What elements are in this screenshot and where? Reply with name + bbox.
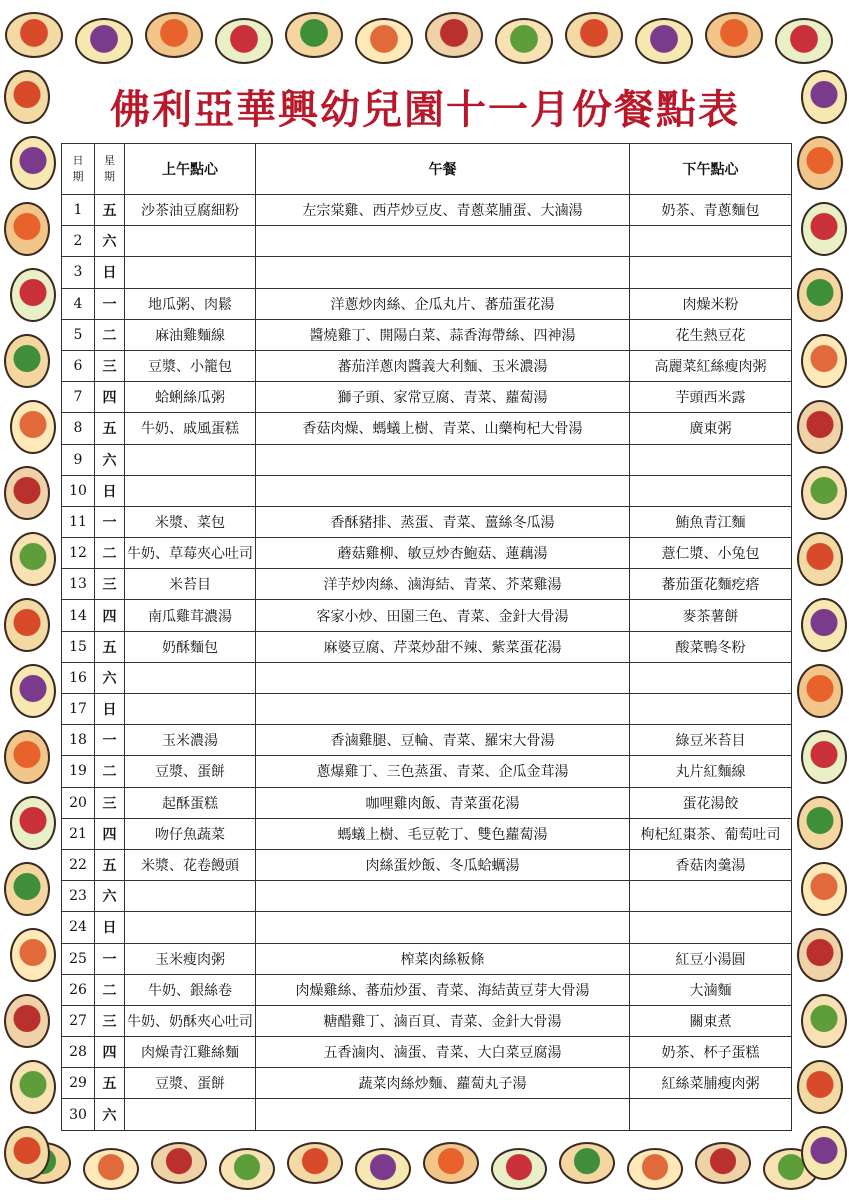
canape-icon (797, 928, 843, 982)
date-cell: 23 (62, 881, 95, 912)
table-row (62, 475, 792, 506)
morning-snack-cell: 玉米濃湯 (125, 725, 256, 756)
table-row (62, 631, 792, 662)
weekday-cell: 五 (95, 413, 125, 444)
morning-snack-cell: 起酥蛋糕 (125, 787, 256, 818)
header-weekday (95, 144, 125, 195)
weekday-cell: 一 (95, 943, 125, 974)
date-cell: 27 (62, 1005, 95, 1036)
lunch-cell: 肉燥雞絲、蕃茄炒蛋、青菜、海結黃豆芽大骨湯 (256, 974, 630, 1005)
table-row (62, 195, 792, 226)
weekday-cell: 五 (95, 195, 125, 226)
table-row (62, 226, 792, 257)
afternoon-snack-cell: 薏仁漿、小兔包 (630, 538, 792, 569)
afternoon-snack-cell: 酸菜鴨冬粉 (630, 631, 792, 662)
weekday-cell: 五 (95, 849, 125, 880)
canape-icon (75, 18, 133, 64)
canape-icon (4, 994, 50, 1048)
weekday-cell: 六 (95, 444, 125, 475)
lunch-cell: 左宗棠雞、西芹炒豆皮、青蔥菜脯蛋、大滷湯 (256, 195, 630, 226)
lunch-cell (256, 226, 630, 257)
canape-icon (775, 18, 833, 64)
lunch-cell: 螞蟻上樹、毛豆乾丁、雙色蘿蔔湯 (256, 818, 630, 849)
table-row (62, 538, 792, 569)
lunch-cell: 香滷雞腿、豆輪、青菜、羅宋大骨湯 (256, 725, 630, 756)
canape-icon (10, 400, 56, 454)
table-row (62, 756, 792, 787)
lunch-cell: 五香滷肉、滷蛋、青菜、大白菜豆腐湯 (256, 1037, 630, 1068)
morning-snack-cell (125, 226, 256, 257)
weekday-cell: 四 (95, 1037, 125, 1068)
canape-icon (801, 730, 847, 784)
lunch-cell: 蘑菇雞柳、敏豆炒杏鮑菇、蓮藕湯 (256, 538, 630, 569)
weekday-cell: 六 (95, 226, 125, 257)
header-date-label: 日 期 (72, 154, 84, 183)
canape-icon (151, 1142, 207, 1184)
morning-snack-cell (125, 444, 256, 475)
canape-icon (355, 18, 413, 64)
afternoon-snack-cell: 紅豆小湯圓 (630, 943, 792, 974)
date-cell: 6 (62, 350, 95, 381)
afternoon-snack-cell (630, 881, 792, 912)
canape-icon (797, 532, 843, 586)
morning-snack-cell: 南瓜雞茸濃湯 (125, 600, 256, 631)
morning-snack-cell (125, 694, 256, 725)
table-row (62, 849, 792, 880)
date-cell: 14 (62, 600, 95, 631)
page-title: 佛利亞華興幼兒園十一月份餐點表 (110, 87, 740, 133)
afternoon-snack-cell: 芋頭西米露 (630, 382, 792, 413)
lunch-cell (256, 694, 630, 725)
afternoon-snack-cell: 蛋花湯餃 (630, 787, 792, 818)
lunch-cell: 榨菜肉絲粄條 (256, 943, 630, 974)
date-cell: 21 (62, 818, 95, 849)
table-row (62, 725, 792, 756)
afternoon-snack-cell (630, 226, 792, 257)
canape-icon (10, 928, 56, 982)
date-cell: 1 (62, 195, 95, 226)
canape-icon (10, 796, 56, 850)
afternoon-snack-cell (630, 694, 792, 725)
weekday-cell: 二 (95, 538, 125, 569)
weekday-cell: 日 (95, 912, 125, 943)
morning-snack-cell: 麻油雞麵線 (125, 319, 256, 350)
weekday-cell: 五 (95, 1068, 125, 1099)
morning-snack-cell (125, 912, 256, 943)
morning-snack-cell: 米漿、菜包 (125, 506, 256, 537)
table-row (62, 413, 792, 444)
canape-icon (10, 1060, 56, 1114)
table-row (62, 319, 792, 350)
afternoon-snack-cell: 關東煮 (630, 1005, 792, 1036)
afternoon-snack-cell: 香菇肉羹湯 (630, 849, 792, 880)
afternoon-snack-cell: 大滷麵 (630, 974, 792, 1005)
lunch-cell: 蕃茄洋蔥肉醬義大利麵、玉米濃湯 (256, 350, 630, 381)
canape-icon (5, 12, 63, 58)
date-cell: 19 (62, 756, 95, 787)
morning-snack-cell (125, 881, 256, 912)
lunch-cell (256, 912, 630, 943)
afternoon-snack-cell: 紅絲菜脯瘦肉粥 (630, 1068, 792, 1099)
canape-icon (10, 268, 56, 322)
morning-snack-cell: 玉米瘦肉粥 (125, 943, 256, 974)
canape-icon (635, 18, 693, 64)
canape-icon (10, 664, 56, 718)
lunch-cell: 香菇肉燥、螞蟻上樹、青菜、山藥枸杞大骨湯 (256, 413, 630, 444)
morning-snack-cell (125, 662, 256, 693)
morning-snack-cell: 肉燥青江雞絲麵 (125, 1037, 256, 1068)
canape-icon (355, 1148, 411, 1190)
afternoon-snack-cell: 高麗菜紅絲瘦肉粥 (630, 350, 792, 381)
afternoon-snack-cell (630, 257, 792, 288)
lunch-cell: 糖醋雞丁、滷百頁、青菜、金針大骨湯 (256, 1005, 630, 1036)
lunch-cell: 醬燒雞丁、開陽白菜、蒜香海帶絲、四神湯 (256, 319, 630, 350)
morning-snack-cell (125, 475, 256, 506)
weekday-cell: 三 (95, 569, 125, 600)
canape-icon (565, 12, 623, 58)
date-cell: 30 (62, 1099, 95, 1130)
afternoon-snack-cell: 綠豆米苔目 (630, 725, 792, 756)
canape-icon (425, 12, 483, 58)
weekday-cell: 一 (95, 288, 125, 319)
weekday-cell: 四 (95, 600, 125, 631)
morning-snack-cell: 沙茶油豆腐細粉 (125, 195, 256, 226)
table-row (62, 1068, 792, 1099)
afternoon-snack-cell (630, 475, 792, 506)
date-cell: 28 (62, 1037, 95, 1068)
weekday-cell: 日 (95, 257, 125, 288)
canape-icon (797, 268, 843, 322)
canape-icon (4, 1126, 50, 1180)
afternoon-snack-cell: 奶茶、杯子蛋糕 (630, 1037, 792, 1068)
canape-icon (423, 1142, 479, 1184)
lunch-cell: 洋蔥炒肉絲、企瓜丸片、蕃茄蛋花湯 (256, 288, 630, 319)
weekday-cell: 一 (95, 725, 125, 756)
lunch-cell (256, 444, 630, 475)
canape-icon (695, 1142, 751, 1184)
weekday-cell: 日 (95, 694, 125, 725)
weekday-cell: 六 (95, 881, 125, 912)
weekday-cell: 四 (95, 382, 125, 413)
morning-snack-cell: 豆漿、小籠包 (125, 350, 256, 381)
weekday-cell: 三 (95, 787, 125, 818)
table-row (62, 288, 792, 319)
canape-icon (801, 334, 847, 388)
table-row (62, 912, 792, 943)
table-row (62, 1005, 792, 1036)
afternoon-snack-cell: 麥茶薯餅 (630, 600, 792, 631)
canape-icon (10, 532, 56, 586)
morning-snack-cell: 牛奶、草莓夾心吐司 (125, 538, 256, 569)
lunch-cell: 香酥豬排、蒸蛋、青菜、薑絲冬瓜湯 (256, 506, 630, 537)
lunch-cell (256, 662, 630, 693)
table-row (62, 818, 792, 849)
date-cell: 5 (62, 319, 95, 350)
header-weekday-label: 星 期 (104, 154, 115, 183)
weekday-cell: 五 (95, 631, 125, 662)
morning-snack-cell (125, 1099, 256, 1130)
lunch-cell: 肉絲蛋炒飯、冬瓜蛤蠣湯 (256, 849, 630, 880)
table-row (62, 257, 792, 288)
table-row (62, 444, 792, 475)
table-row (62, 943, 792, 974)
weekday-cell: 三 (95, 350, 125, 381)
canape-icon (495, 18, 553, 64)
date-cell: 18 (62, 725, 95, 756)
lunch-cell (256, 475, 630, 506)
menu-table (61, 143, 792, 1131)
date-cell: 7 (62, 382, 95, 413)
morning-snack-cell: 地瓜粥、肉鬆 (125, 288, 256, 319)
date-cell: 12 (62, 538, 95, 569)
canape-icon (797, 1060, 843, 1114)
table-row (62, 382, 792, 413)
canape-icon (801, 994, 847, 1048)
lunch-cell: 獅子頭、家常豆腐、青菜、蘿蔔湯 (256, 382, 630, 413)
canape-icon (801, 466, 847, 520)
lunch-cell (256, 881, 630, 912)
table-row (62, 600, 792, 631)
date-cell: 17 (62, 694, 95, 725)
header-morning-snack: 上午點心 (125, 144, 256, 195)
canape-icon (797, 664, 843, 718)
morning-snack-cell: 豆漿、蛋餅 (125, 756, 256, 787)
date-cell: 8 (62, 413, 95, 444)
morning-snack-cell: 蛤蜊絲瓜粥 (125, 382, 256, 413)
table-row (62, 1037, 792, 1068)
weekday-cell: 四 (95, 818, 125, 849)
weekday-cell: 一 (95, 506, 125, 537)
canape-icon (801, 598, 847, 652)
table-row (62, 881, 792, 912)
lunch-cell: 蔥爆雞丁、三色蒸蛋、青菜、企瓜金茸湯 (256, 756, 630, 787)
morning-snack-cell: 牛奶、戚風蛋糕 (125, 413, 256, 444)
morning-snack-cell: 米苔目 (125, 569, 256, 600)
afternoon-snack-cell: 奶茶、青蔥麵包 (630, 195, 792, 226)
date-cell: 10 (62, 475, 95, 506)
canape-icon (285, 12, 343, 58)
afternoon-snack-cell (630, 662, 792, 693)
weekday-cell: 二 (95, 319, 125, 350)
afternoon-snack-cell: 花生熱豆花 (630, 319, 792, 350)
morning-snack-cell: 牛奶、銀絲卷 (125, 974, 256, 1005)
date-cell: 2 (62, 226, 95, 257)
lunch-cell: 客家小炒、田園三色、青菜、金針大骨湯 (256, 600, 630, 631)
afternoon-snack-cell: 蕃茄蛋花麵疙瘩 (630, 569, 792, 600)
weekday-cell: 二 (95, 974, 125, 1005)
canape-icon (145, 12, 203, 58)
canape-icon (10, 136, 56, 190)
weekday-cell: 日 (95, 475, 125, 506)
date-cell: 16 (62, 662, 95, 693)
date-cell: 29 (62, 1068, 95, 1099)
canape-icon (4, 334, 50, 388)
canape-icon (287, 1142, 343, 1184)
table-row (62, 350, 792, 381)
date-cell: 4 (62, 288, 95, 319)
weekday-cell: 六 (95, 662, 125, 693)
date-cell: 13 (62, 569, 95, 600)
afternoon-snack-cell (630, 444, 792, 475)
lunch-cell: 蔬菜肉絲炒麵、蘿蔔丸子湯 (256, 1068, 630, 1099)
afternoon-snack-cell (630, 912, 792, 943)
morning-snack-cell: 豆漿、蛋餅 (125, 1068, 256, 1099)
canape-icon (559, 1142, 615, 1184)
canape-icon (4, 202, 50, 256)
afternoon-snack-cell: 鮪魚青江麵 (630, 506, 792, 537)
canape-icon (797, 136, 843, 190)
afternoon-snack-cell: 廣東粥 (630, 413, 792, 444)
morning-snack-cell (125, 257, 256, 288)
date-cell: 26 (62, 974, 95, 1005)
canape-icon (491, 1148, 547, 1190)
table-row (62, 569, 792, 600)
header-row (62, 144, 792, 195)
canape-icon (4, 466, 50, 520)
morning-snack-cell: 牛奶、奶酥夾心吐司 (125, 1005, 256, 1036)
date-cell: 11 (62, 506, 95, 537)
morning-snack-cell: 吻仔魚蔬菜 (125, 818, 256, 849)
weekday-cell: 二 (95, 756, 125, 787)
lunch-cell (256, 1099, 630, 1130)
date-cell: 15 (62, 631, 95, 662)
date-cell: 3 (62, 257, 95, 288)
canape-icon (705, 12, 763, 58)
table-row (62, 506, 792, 537)
afternoon-snack-cell: 枸杞紅棗茶、葡萄吐司 (630, 818, 792, 849)
canape-icon (801, 1126, 847, 1180)
canape-icon (4, 730, 50, 784)
canape-icon (215, 18, 273, 64)
morning-snack-cell: 米漿、花卷饅頭 (125, 849, 256, 880)
canape-icon (801, 202, 847, 256)
canape-icon (627, 1148, 683, 1190)
table-row (62, 694, 792, 725)
header-lunch: 午餐 (256, 144, 630, 195)
afternoon-snack-cell: 肉燥米粉 (630, 288, 792, 319)
lunch-cell: 咖哩雞肉飯、青菜蛋花湯 (256, 787, 630, 818)
canape-icon (801, 70, 847, 124)
canape-icon (83, 1148, 139, 1190)
date-cell: 25 (62, 943, 95, 974)
table-row (62, 974, 792, 1005)
weekday-cell: 三 (95, 1005, 125, 1036)
table-row (62, 787, 792, 818)
morning-snack-cell: 奶酥麵包 (125, 631, 256, 662)
afternoon-snack-cell (630, 1099, 792, 1130)
canape-icon (797, 796, 843, 850)
canape-icon (4, 862, 50, 916)
lunch-cell: 麻婆豆腐、芹菜炒甜不辣、紫菜蛋花湯 (256, 631, 630, 662)
date-cell: 22 (62, 849, 95, 880)
weekday-cell: 六 (95, 1099, 125, 1130)
date-cell: 20 (62, 787, 95, 818)
canape-icon (4, 70, 50, 124)
canape-icon (797, 400, 843, 454)
header-date (62, 144, 95, 195)
canape-icon (4, 598, 50, 652)
table-row (62, 1099, 792, 1130)
lunch-cell: 洋芋炒肉絲、滷海結、青菜、芥菜雞湯 (256, 569, 630, 600)
canape-icon (801, 862, 847, 916)
date-cell: 9 (62, 444, 95, 475)
canape-icon (219, 1148, 275, 1190)
date-cell: 24 (62, 912, 95, 943)
header-afternoon-snack: 下午點心 (630, 144, 792, 195)
afternoon-snack-cell: 丸片紅麵線 (630, 756, 792, 787)
table-row (62, 662, 792, 693)
lunch-cell (256, 257, 630, 288)
